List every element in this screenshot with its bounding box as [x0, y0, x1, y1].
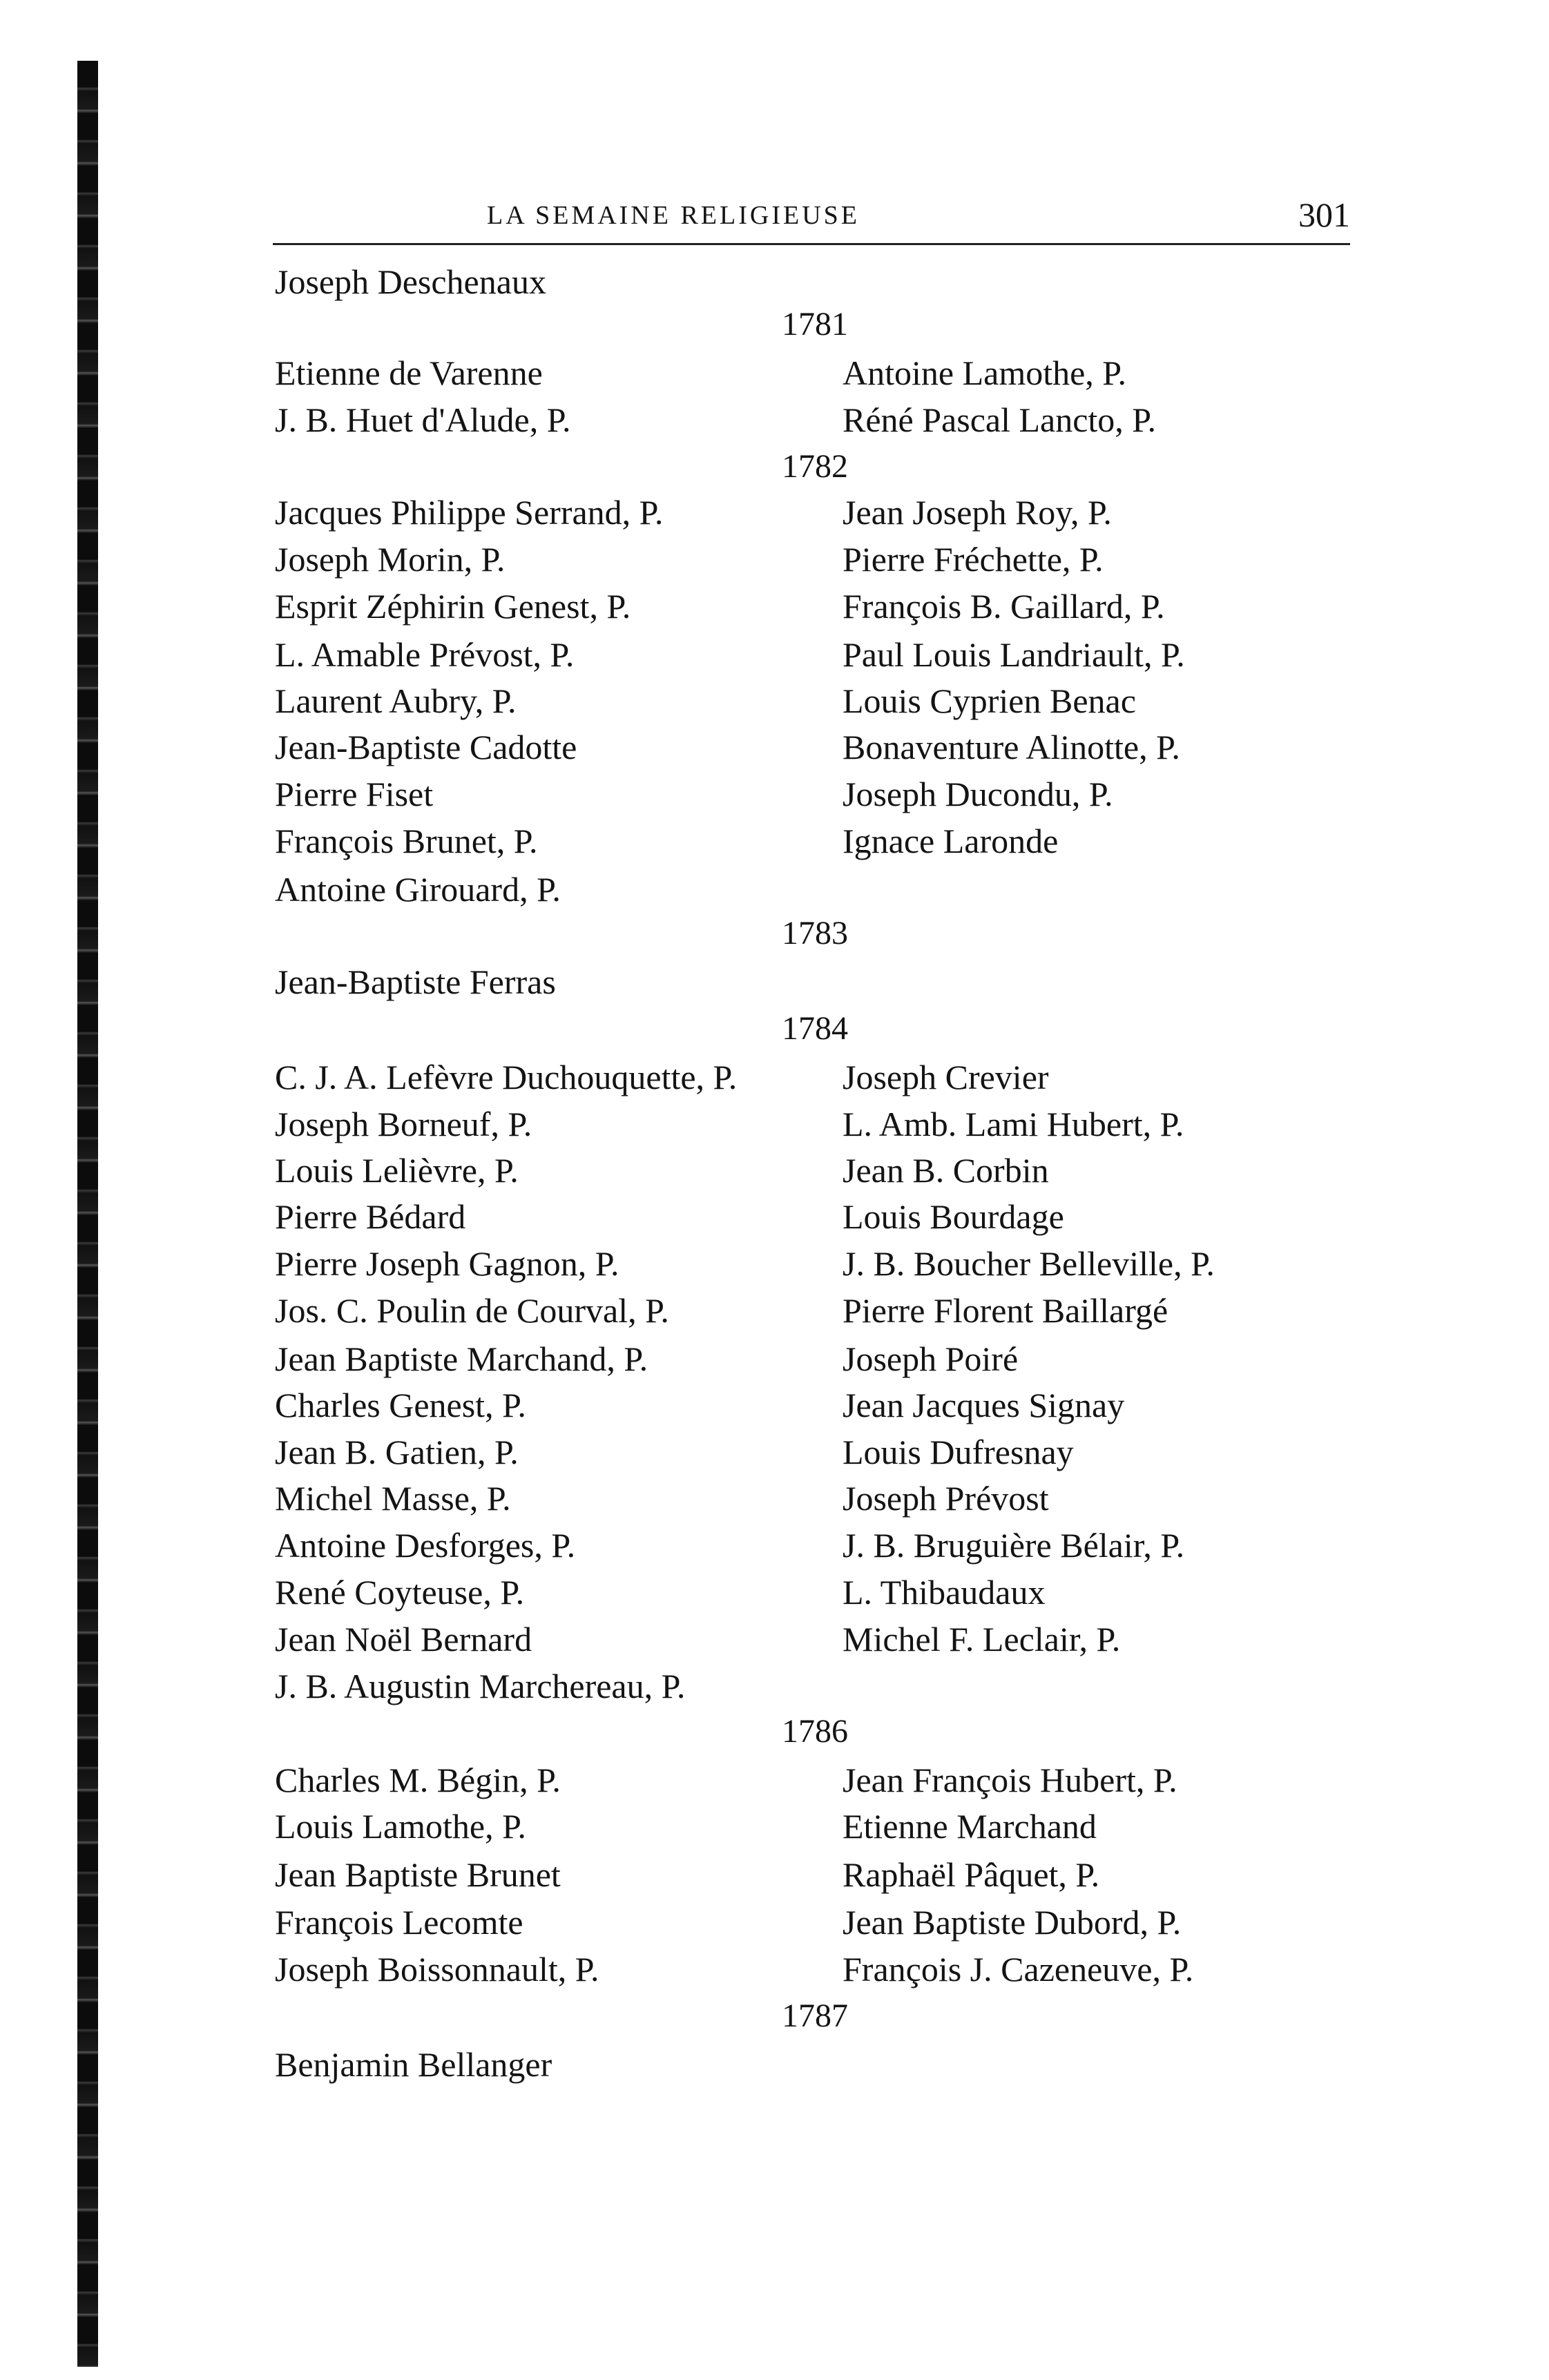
name-entry-right: Pierre Fréchette, P.: [843, 540, 1104, 579]
name-entry-right: Antoine Lamothe, P.: [843, 354, 1127, 392]
year-heading: 1786: [782, 1713, 848, 1750]
name-entry-left: Louis Lelièvre, P.: [275, 1151, 519, 1190]
name-entry-left: Pierre Fiset: [275, 775, 434, 813]
name-entry-left: Laurent Aubry, P.: [275, 681, 517, 720]
name-entry-left: Jean Noël Bernard: [275, 1620, 532, 1658]
running-title: LA SEMAINE RELIGIEUSE: [487, 201, 860, 230]
name-entry-left: Charles Genest, P.: [275, 1386, 526, 1424]
name-entry-right: Paul Louis Landriault, P.: [843, 635, 1185, 674]
name-entry-right: J. B. Bruguière Bélair, P.: [843, 1526, 1185, 1565]
name-entry-left: Jean-Baptiste Cadotte: [275, 728, 577, 766]
name-entry-left: Benjamin Bellanger: [275, 2045, 552, 2084]
name-entry-left: François Brunet, P.: [275, 822, 538, 860]
name-entry-left: Etienne de Varenne: [275, 354, 543, 392]
name-entry-right: Joseph Prévost: [843, 1479, 1049, 1518]
name-entry-right: Jean Baptiste Dubord, P.: [843, 1903, 1182, 1942]
name-entry-right: Réné Pascal Lancto, P.: [843, 400, 1157, 439]
name-entry-left: Louis Lamothe, P.: [275, 1807, 526, 1846]
name-entry-right: Bonaventure Alinotte, P.: [843, 728, 1180, 766]
name-entry-left: Jean Baptiste Brunet: [275, 1855, 561, 1894]
name-entry-left: Charles M. Bégin, P.: [275, 1761, 561, 1799]
name-entry-left: Jos. C. Poulin de Courval, P.: [275, 1291, 669, 1330]
name-entry-right: Raphaël Pâquet, P.: [843, 1855, 1100, 1894]
name-entry-right: Jean Jacques Signay: [843, 1386, 1125, 1424]
name-entry-left: C. J. A. Lefèvre Duchouquette, P.: [275, 1058, 738, 1096]
name-entry-right: François J. Cazeneuve, P.: [843, 1950, 1194, 1989]
name-entry-right: Louis Dufresnay: [843, 1433, 1074, 1471]
name-entry-right: Louis Cyprien Benac: [843, 681, 1136, 720]
page-number: 301: [1298, 195, 1350, 234]
year-heading: 1784: [782, 1010, 848, 1047]
name-entry-left: Jean-Baptiste Ferras: [275, 962, 556, 1001]
year-heading: 1787: [782, 1997, 848, 2034]
name-entry-right: Louis Bourdage: [843, 1197, 1064, 1236]
name-entry-right: Michel F. Leclair, P.: [843, 1620, 1121, 1658]
name-entry-left: Joseph Boissonnault, P.: [275, 1950, 599, 1989]
year-heading: 1783: [782, 915, 848, 951]
page-header: [273, 195, 1350, 250]
name-entry-left: Joseph Borneuf, P.: [275, 1105, 532, 1143]
name-entry-left: René Coyteuse, P.: [275, 1573, 525, 1612]
name-entry-left: Jean B. Gatien, P.: [275, 1433, 519, 1471]
year-heading: 1781: [782, 306, 848, 342]
name-entry-left: Joseph Deschenaux: [275, 262, 546, 301]
name-entry-right: L. Thibaudaux: [843, 1573, 1046, 1612]
page-binding-edge: [77, 61, 98, 2367]
name-entry-right: L. Amb. Lami Hubert, P.: [843, 1105, 1184, 1143]
name-entry-left: Pierre Joseph Gagnon, P.: [275, 1244, 619, 1283]
name-entry-left: Joseph Morin, P.: [275, 540, 506, 579]
name-entry-left: Antoine Girouard, P.: [275, 870, 561, 909]
name-entry-left: Michel Masse, P.: [275, 1479, 511, 1518]
name-entry-right: François B. Gaillard, P.: [843, 587, 1165, 626]
name-entry-right: J. B. Boucher Belleville, P.: [843, 1244, 1215, 1283]
name-entry-left: Jean Baptiste Marchand, P.: [275, 1339, 648, 1378]
name-entry-right: Jean Joseph Roy, P.: [843, 493, 1112, 532]
name-entry-right: Etienne Marchand: [843, 1807, 1097, 1846]
name-entry-left: L. Amable Prévost, P.: [275, 635, 575, 674]
name-entry-right: Pierre Florent Baillargé: [843, 1291, 1168, 1330]
name-entry-left: François Lecomte: [275, 1903, 523, 1942]
name-entry-left: Jacques Philippe Serrand, P.: [275, 493, 664, 532]
name-entry-right: Joseph Crevier: [843, 1058, 1049, 1096]
name-entry-right: Jean François Hubert, P.: [843, 1761, 1177, 1799]
name-entry-right: Joseph Poiré: [843, 1339, 1019, 1378]
name-entry-left: J. B. Augustin Marchereau, P.: [275, 1667, 686, 1705]
name-entry-left: Pierre Bédard: [275, 1197, 466, 1236]
header-rule: [273, 243, 1350, 245]
year-heading: 1782: [782, 448, 848, 485]
name-entry-right: Jean B. Corbin: [843, 1151, 1049, 1190]
name-entry-left: Esprit Zéphirin Genest, P.: [275, 587, 631, 626]
name-entry-left: Antoine Desforges, P.: [275, 1526, 576, 1565]
name-entry-right: Ignace Laronde: [843, 822, 1059, 860]
name-entry-left: J. B. Huet d'Alude, P.: [275, 400, 571, 439]
name-entry-right: Joseph Ducondu, P.: [843, 775, 1113, 813]
